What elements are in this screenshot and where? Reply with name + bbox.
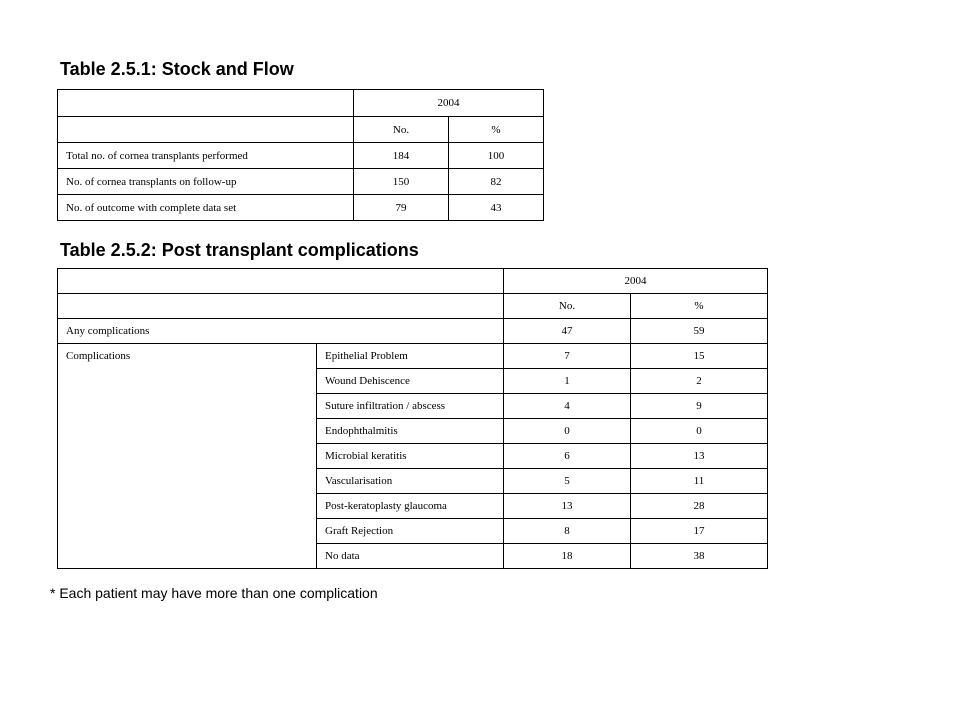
table2-empty-cell <box>58 294 504 319</box>
row-no: 5 <box>504 469 631 494</box>
table1-empty-cell <box>58 117 354 143</box>
row-no: 7 <box>504 344 631 369</box>
table1-title: Table 2.5.1: Stock and Flow <box>60 59 294 79</box>
table1-col-no: No. <box>354 117 449 143</box>
table-row <box>58 169 544 195</box>
stock-and-flow-table <box>57 89 544 221</box>
table2-col-no: No. <box>504 294 631 319</box>
table2-year-header: 2004 <box>504 269 768 294</box>
table2-column-header-row <box>58 294 768 319</box>
row-no: 4 <box>504 394 631 419</box>
row-pct: 28 <box>631 494 768 519</box>
row-pct: 38 <box>631 544 768 569</box>
row-no: 0 <box>504 419 631 444</box>
row-pct: 11 <box>631 469 768 494</box>
table1-year-row <box>58 90 544 117</box>
row-pct: 9 <box>631 394 768 419</box>
row-pct: 82 <box>449 169 544 195</box>
row-no: 8 <box>504 519 631 544</box>
table1-empty-cell <box>58 90 354 117</box>
row-label: Microbial keratitis <box>317 444 504 469</box>
row-no: 13 <box>504 494 631 519</box>
post-transplant-complications-table <box>57 268 768 569</box>
row-label: No data <box>317 544 504 569</box>
table-row <box>58 195 544 221</box>
table2-year-row <box>58 269 768 294</box>
row-label: Vascularisation <box>317 469 504 494</box>
table1-col-pct: % <box>449 117 544 143</box>
row-no: 184 <box>354 143 449 169</box>
row-no: 18 <box>504 544 631 569</box>
row-label: No. of cornea transplants on follow-up <box>58 169 354 195</box>
row-pct: 17 <box>631 519 768 544</box>
row-no: 150 <box>354 169 449 195</box>
row-pct: 15 <box>631 344 768 369</box>
row-pct: 59 <box>631 319 768 344</box>
row-pct: 13 <box>631 444 768 469</box>
table-row <box>58 344 768 369</box>
row-label: No. of outcome with complete data set <box>58 195 354 221</box>
row-no: 1 <box>504 369 631 394</box>
table1-column-header-row <box>58 117 544 143</box>
row-no: 79 <box>354 195 449 221</box>
row-pct: 2 <box>631 369 768 394</box>
row-pct: 100 <box>449 143 544 169</box>
row-pct: 43 <box>449 195 544 221</box>
row-no: 6 <box>504 444 631 469</box>
table2-empty-cell <box>58 269 504 294</box>
row-label: Total no. of cornea transplants performed <box>58 143 354 169</box>
complications-group-label: Complications <box>58 344 317 569</box>
row-label: Graft Rejection <box>317 519 504 544</box>
table2-col-pct: % <box>631 294 768 319</box>
row-label: Suture infiltration / abscess <box>317 394 504 419</box>
row-no: 47 <box>504 319 631 344</box>
table-row <box>58 143 544 169</box>
row-label: Wound Dehiscence <box>317 369 504 394</box>
table-row <box>58 319 768 344</box>
row-label: Endophthalmitis <box>317 419 504 444</box>
row-label: Epithelial Problem <box>317 344 504 369</box>
footnote: * Each patient may have more than one complication <box>50 585 378 601</box>
row-label: Post-keratoplasty glaucoma <box>317 494 504 519</box>
any-complications-label: Any complications <box>58 319 504 344</box>
table1-year-header: 2004 <box>354 90 544 117</box>
row-pct: 0 <box>631 419 768 444</box>
table2-title: Table 2.5.2: Post transplant complications <box>60 240 419 260</box>
